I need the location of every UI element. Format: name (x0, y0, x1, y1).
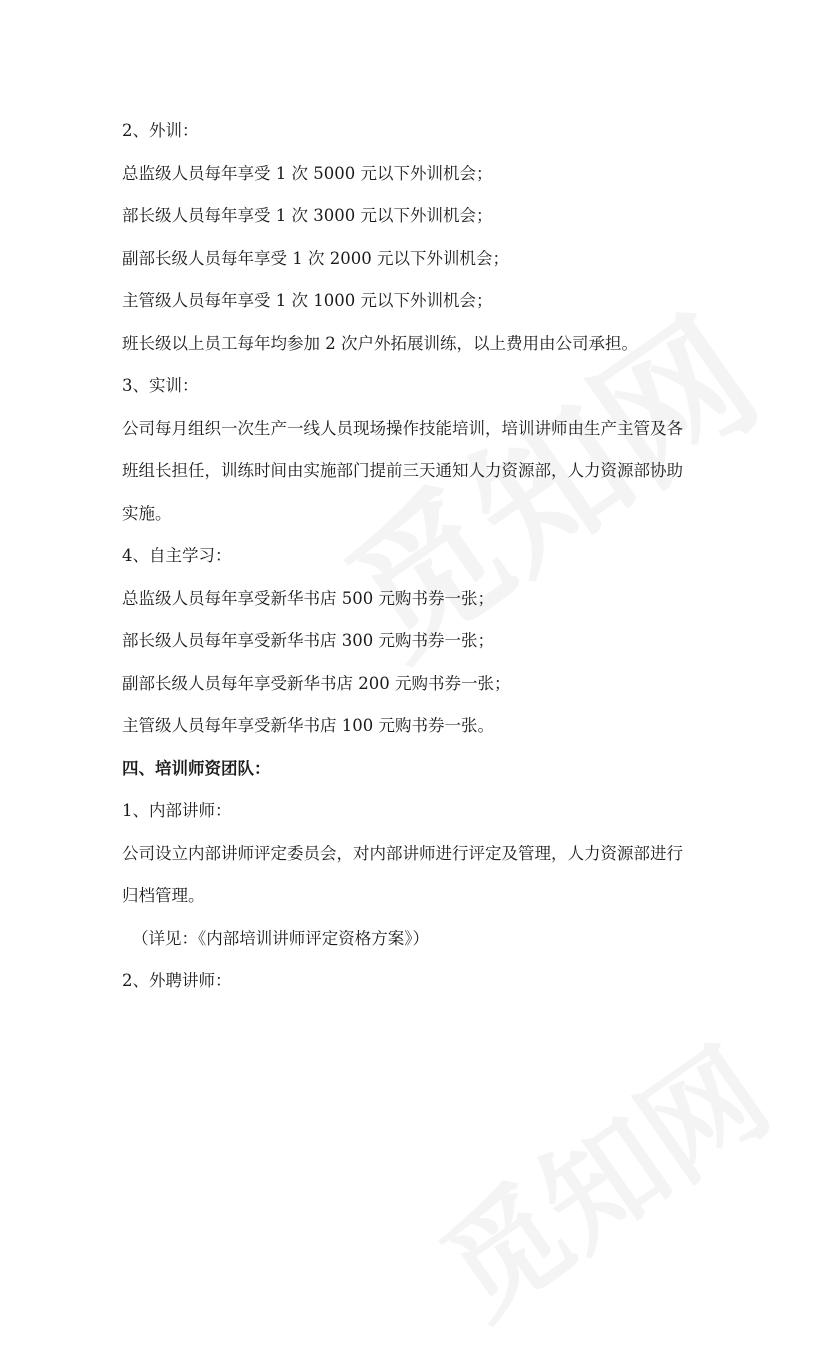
paragraph-line: 公司设立内部讲师评定委员会，对内部讲师进行评定及管理，人力资源部进行 (122, 843, 683, 863)
paragraph-line: 主管级人员每年享受新华书店 100 元购书券一张。 (122, 716, 494, 735)
reference-note: （详见：《内部培训讲师评定资格方案》） (132, 928, 429, 948)
heading-self-study: 4、自主学习： (122, 546, 232, 565)
heading-external-trainers: 2、外聘讲师： (122, 971, 232, 990)
paragraph-line: 归档管理。 (122, 886, 205, 905)
document-page (122, 110, 712, 1003)
paragraph-line: 总监级人员每年享受新华书店 500 元购书券一张； (122, 588, 494, 608)
watermark-text (403, 1002, 797, 1349)
paragraph-line: 部长级人员每年享受 1 次 3000 元以下外训机会； (122, 206, 493, 225)
heading-external-training: 2、外训： (122, 121, 199, 140)
paragraph-line: 主管级人员每年享受 1 次 1000 元以下外训机会； (122, 291, 493, 310)
heading-internal-trainers: 1、内部讲师： (122, 801, 232, 820)
paragraph-line: 班长级以上员工每年均参加 2 次户外拓展训练，以上费用由公司承担。 (122, 333, 638, 353)
section-heading-trainer-team: 四、培训师资团队： (122, 758, 271, 778)
paragraph-line: 班组长担任，训练时间由实施部门提前三天通知人力资源部，人力资源部协助 (122, 461, 683, 480)
paragraph-line: 部长级人员每年享受新华书店 300 元购书券一张； (122, 631, 494, 650)
heading-practical-training: 3、实训： (122, 376, 199, 395)
paragraph-line: 公司每月组织一次生产一线人员现场操作技能培训，培训讲师由生产主管及各 (122, 418, 683, 438)
paragraph-line: 实施。 (122, 503, 172, 523)
paragraph-line: 副部长级人员每年享受 1 次 2000 元以下外训机会； (122, 248, 509, 268)
paragraph-line: 总监级人员每年享受 1 次 5000 元以下外训机会； (122, 163, 493, 183)
paragraph-line: 副部长级人员每年享受新华书店 200 元购书券一张； (122, 673, 511, 693)
